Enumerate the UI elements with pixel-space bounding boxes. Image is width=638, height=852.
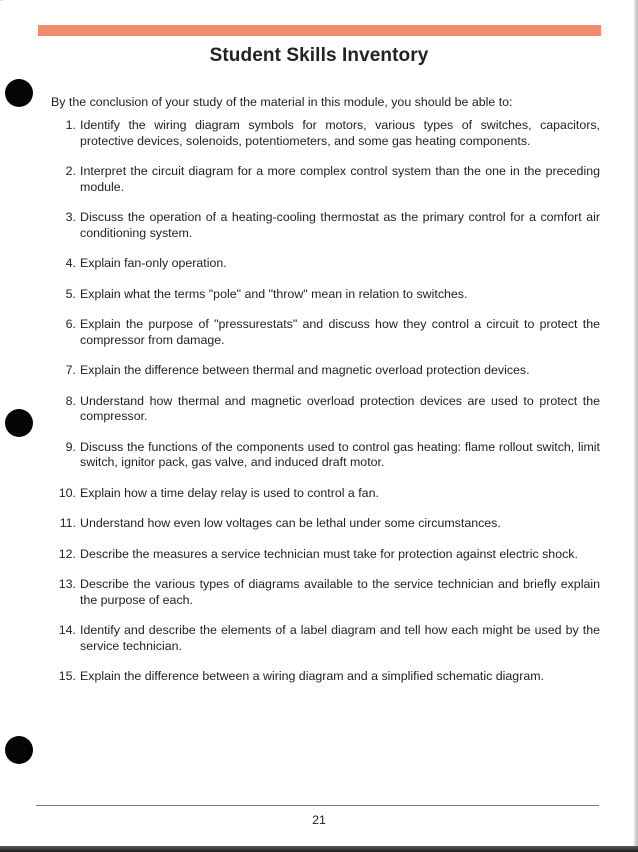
item-number: 3. [65, 210, 76, 224]
list-item [51, 623, 600, 654]
binder-hole-middle [5, 409, 33, 437]
item-text: Discuss the functions of the components used to control gas heating: flame rollout switch, limit switch, ignitor pack, gas valve, and induced draft motor. [80, 439, 600, 469]
item-text: Identify the wiring diagram symbols for motors, various types of switches, capacitors, protective devices, solenoids, potentiometers, and some gas heating components. [80, 118, 600, 148]
binder-hole-top [5, 79, 33, 107]
list-item [51, 317, 600, 348]
item-number: 1. [65, 118, 76, 132]
item-number: 4. [65, 256, 76, 270]
list-item [51, 363, 600, 379]
item-text: Describe the various types of diagrams available to the service technician and briefly explain the purpose of each. [80, 577, 600, 607]
list-item [51, 516, 600, 532]
binder-hole-bottom [5, 736, 33, 764]
item-text: Explain what the terms "pole" and "throw" mean in relation to switches. [80, 286, 468, 301]
list-item [51, 118, 600, 149]
list-item [51, 210, 600, 241]
list-item [51, 577, 600, 608]
item-number: 13. [58, 577, 76, 591]
item-text: Explain the difference between a wiring diagram and a simplified schematic diagram. [80, 669, 544, 683]
item-text: Understand how even low voltages can be lethal under some circumstances. [80, 516, 501, 530]
item-number: 7. [65, 363, 76, 377]
item-number: 2. [65, 164, 76, 178]
item-number: 15. [58, 669, 76, 683]
item-number: 11. [59, 516, 76, 530]
page-edge-right [634, 0, 638, 852]
page-corner-mark [0, 0, 19, 5]
item-text: Explain the difference between thermal and magnetic overload protection devices. [80, 363, 530, 377]
item-number: 10. [58, 485, 76, 500]
item-text: Interpret the circuit diagram for a more complex control system than the one in the preceding module. [80, 164, 600, 194]
list-item [51, 440, 600, 471]
skills-list [51, 118, 600, 685]
footer-divider [36, 805, 599, 806]
header-color-band [38, 25, 601, 36]
item-text: Identify and describe the elements of a label diagram and tell how each might be used by the service technician. [80, 623, 600, 653]
item-text: Explain the purpose of "pressurestats" and discuss how they control a circuit to protect the compressor from damage. [80, 317, 600, 347]
page-title: Student Skills Inventory [209, 45, 429, 66]
list-item [51, 256, 600, 272]
item-number: 5. [65, 286, 76, 301]
list-item [51, 669, 600, 685]
item-text: Discuss the operation of a heating-cooling thermostat as the primary control for a comfort air conditioning system. [80, 210, 600, 240]
list-item [51, 486, 600, 502]
list-item [51, 547, 600, 563]
intro-paragraph: By the conclusion of your study of the material in this module, you should be able to: [51, 95, 513, 109]
item-number: 9. [65, 439, 76, 454]
page-edge-bottom [0, 846, 638, 852]
page-number: 21 [312, 813, 326, 827]
item-number: 8. [65, 393, 76, 408]
item-text: Explain fan-only operation. [80, 256, 227, 270]
item-number: 12. [58, 546, 76, 561]
item-number: 14. [58, 623, 76, 637]
item-text: Understand how thermal and magnetic overload protection devices are used to protect the compressor. [80, 393, 600, 423]
item-number: 6. [65, 317, 76, 331]
list-item [51, 394, 600, 425]
list-item [51, 164, 600, 195]
list-item [51, 287, 600, 303]
item-text: Describe the measures a service technician must take for protection against electric shock. [80, 546, 578, 561]
item-text: Explain how a time delay relay is used to control a fan. [80, 485, 379, 500]
